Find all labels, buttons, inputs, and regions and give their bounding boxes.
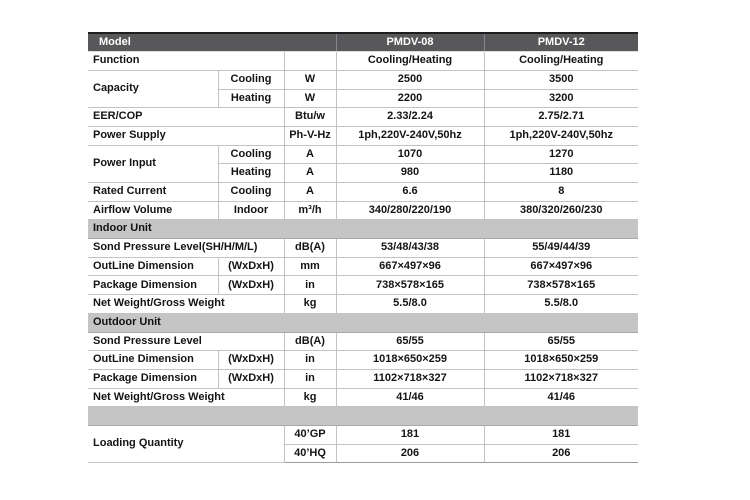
row-label: Capacity (88, 70, 218, 107)
column-header-pmdv-08: PMDV-08 (336, 33, 484, 52)
value-pmdv-08: 667×497×96 (336, 257, 484, 276)
row-label: Power Input (88, 145, 218, 182)
value-pmdv-08: 2.33/2.24 (336, 108, 484, 127)
section-row-outdoor-unit (88, 313, 638, 332)
value-pmdv-12: 5.5/8.0 (484, 295, 638, 314)
row-unit: W (284, 70, 336, 89)
row-label: Net Weight/Gross Weight (88, 388, 284, 407)
value-pmdv-12: 181 (484, 425, 638, 444)
value-pmdv-12: 738×578×165 (484, 276, 638, 295)
spec-row-power-input-cooling (88, 145, 638, 164)
spec-row-indoor-net-gross-weight (88, 295, 638, 314)
spec-row-outdoor-package-dimension (88, 369, 638, 388)
value-pmdv-08: 738×578×165 (336, 276, 484, 295)
row-label: Rated Current (88, 183, 218, 202)
row-unit: dB(A) (284, 239, 336, 258)
spec-row-airflow-volume (88, 201, 638, 220)
row-unit: A (284, 145, 336, 164)
value-pmdv-08: 181 (336, 425, 484, 444)
row-label: EER/COP (88, 108, 284, 127)
value-pmdv-08: 41/46 (336, 388, 484, 407)
value-pmdv-12: 1ph,220V-240V,50hz (484, 126, 638, 145)
row-unit: A (284, 183, 336, 202)
row-unit: 40’GP (284, 425, 336, 444)
row-unit: Ph-V-Hz (284, 126, 336, 145)
spec-row-function (88, 52, 638, 71)
value-pmdv-12: 1102×718×327 (484, 369, 638, 388)
value-pmdv-12: 1018×650×259 (484, 351, 638, 370)
section-header-label: Indoor Unit (88, 220, 638, 239)
spec-row-loading-quantity-40gp (88, 425, 638, 444)
row-label: Power Supply (88, 126, 284, 145)
value-pmdv-12: 3500 (484, 70, 638, 89)
value-pmdv-12: 1270 (484, 145, 638, 164)
row-sublabel: Heating (218, 164, 284, 183)
value-pmdv-12: 380/320/260/230 (484, 201, 638, 220)
value-pmdv-08: 6.6 (336, 183, 484, 202)
value-pmdv-08: 2200 (336, 89, 484, 108)
row-unit: m³/h (284, 201, 336, 220)
row-sublabel: Cooling (218, 70, 284, 89)
row-unit: kg (284, 295, 336, 314)
row-label: Net Weight/Gross Weight (88, 295, 284, 314)
row-unit: in (284, 351, 336, 370)
product-spec-table (88, 32, 638, 463)
value-pmdv-12: 1180 (484, 164, 638, 183)
value-pmdv-08: 2500 (336, 70, 484, 89)
model-header-label: Model (88, 33, 336, 52)
spec-row-power-supply (88, 126, 638, 145)
row-sublabel: Cooling (218, 145, 284, 164)
section-row-indoor-unit (88, 220, 638, 239)
value-pmdv-08: 1ph,220V-240V,50hz (336, 126, 484, 145)
value-pmdv-08: 340/280/220/190 (336, 201, 484, 220)
value-pmdv-12: 206 (484, 444, 638, 463)
column-header-pmdv-12: PMDV-12 (484, 33, 638, 52)
value-pmdv-12: 55/49/44/39 (484, 239, 638, 258)
row-label: OutLine Dimension (88, 351, 218, 370)
row-unit: Btu/w (284, 108, 336, 127)
section-header-label: Outdoor Unit (88, 313, 638, 332)
value-pmdv-12: 667×497×96 (484, 257, 638, 276)
value-pmdv-12: 65/55 (484, 332, 638, 351)
row-sublabel: Cooling (218, 183, 284, 202)
spec-row-indoor-sound-pressure (88, 239, 638, 258)
value-pmdv-08: 980 (336, 164, 484, 183)
value-pmdv-12: 8 (484, 183, 638, 202)
row-unit: 40’HQ (284, 444, 336, 463)
value-pmdv-12: Cooling/Heating (484, 52, 638, 71)
table-header-row (88, 33, 638, 52)
value-pmdv-08: 5.5/8.0 (336, 295, 484, 314)
row-sublabel: (WxDxH) (218, 276, 284, 295)
row-label: Function (88, 52, 284, 71)
spec-row-outdoor-net-gross-weight (88, 388, 638, 407)
row-unit: in (284, 369, 336, 388)
value-pmdv-08: 206 (336, 444, 484, 463)
spec-row-rated-current (88, 183, 638, 202)
row-unit: kg (284, 388, 336, 407)
value-pmdv-08: 1018×650×259 (336, 351, 484, 370)
row-unit: mm (284, 257, 336, 276)
value-pmdv-08: 1070 (336, 145, 484, 164)
row-sublabel: Heating (218, 89, 284, 108)
value-pmdv-08: Cooling/Heating (336, 52, 484, 71)
row-label: OutLine Dimension (88, 257, 218, 276)
row-sublabel: (WxDxH) (218, 351, 284, 370)
row-unit: A (284, 164, 336, 183)
spec-row-outdoor-outline-dimension (88, 351, 638, 370)
value-pmdv-12: 2.75/2.71 (484, 108, 638, 127)
row-label: Sond Pressure Level(SH/H/M/L) (88, 239, 284, 258)
spec-row-outdoor-sound-pressure (88, 332, 638, 351)
row-unit: W (284, 89, 336, 108)
row-unit: in (284, 276, 336, 295)
row-sublabel: Indoor (218, 201, 284, 220)
section-divider-row (88, 407, 638, 426)
spec-row-indoor-outline-dimension (88, 257, 638, 276)
row-label: Package Dimension (88, 369, 218, 388)
value-pmdv-12: 41/46 (484, 388, 638, 407)
section-divider (88, 407, 638, 426)
row-sublabel: (WxDxH) (218, 369, 284, 388)
row-label: Sond Pressure Level (88, 332, 284, 351)
value-pmdv-08: 65/55 (336, 332, 484, 351)
value-pmdv-08: 1102×718×327 (336, 369, 484, 388)
row-label: Airflow Volume (88, 201, 218, 220)
row-sublabel: (WxDxH) (218, 257, 284, 276)
value-pmdv-12: 3200 (484, 89, 638, 108)
row-label: Package Dimension (88, 276, 218, 295)
value-pmdv-08: 53/48/43/38 (336, 239, 484, 258)
row-unit: dB(A) (284, 332, 336, 351)
spec-row-capacity-cooling (88, 70, 638, 89)
row-unit (284, 52, 336, 71)
row-label: Loading Quantity (88, 425, 284, 462)
spec-row-indoor-package-dimension (88, 276, 638, 295)
spec-row-eer-cop (88, 108, 638, 127)
